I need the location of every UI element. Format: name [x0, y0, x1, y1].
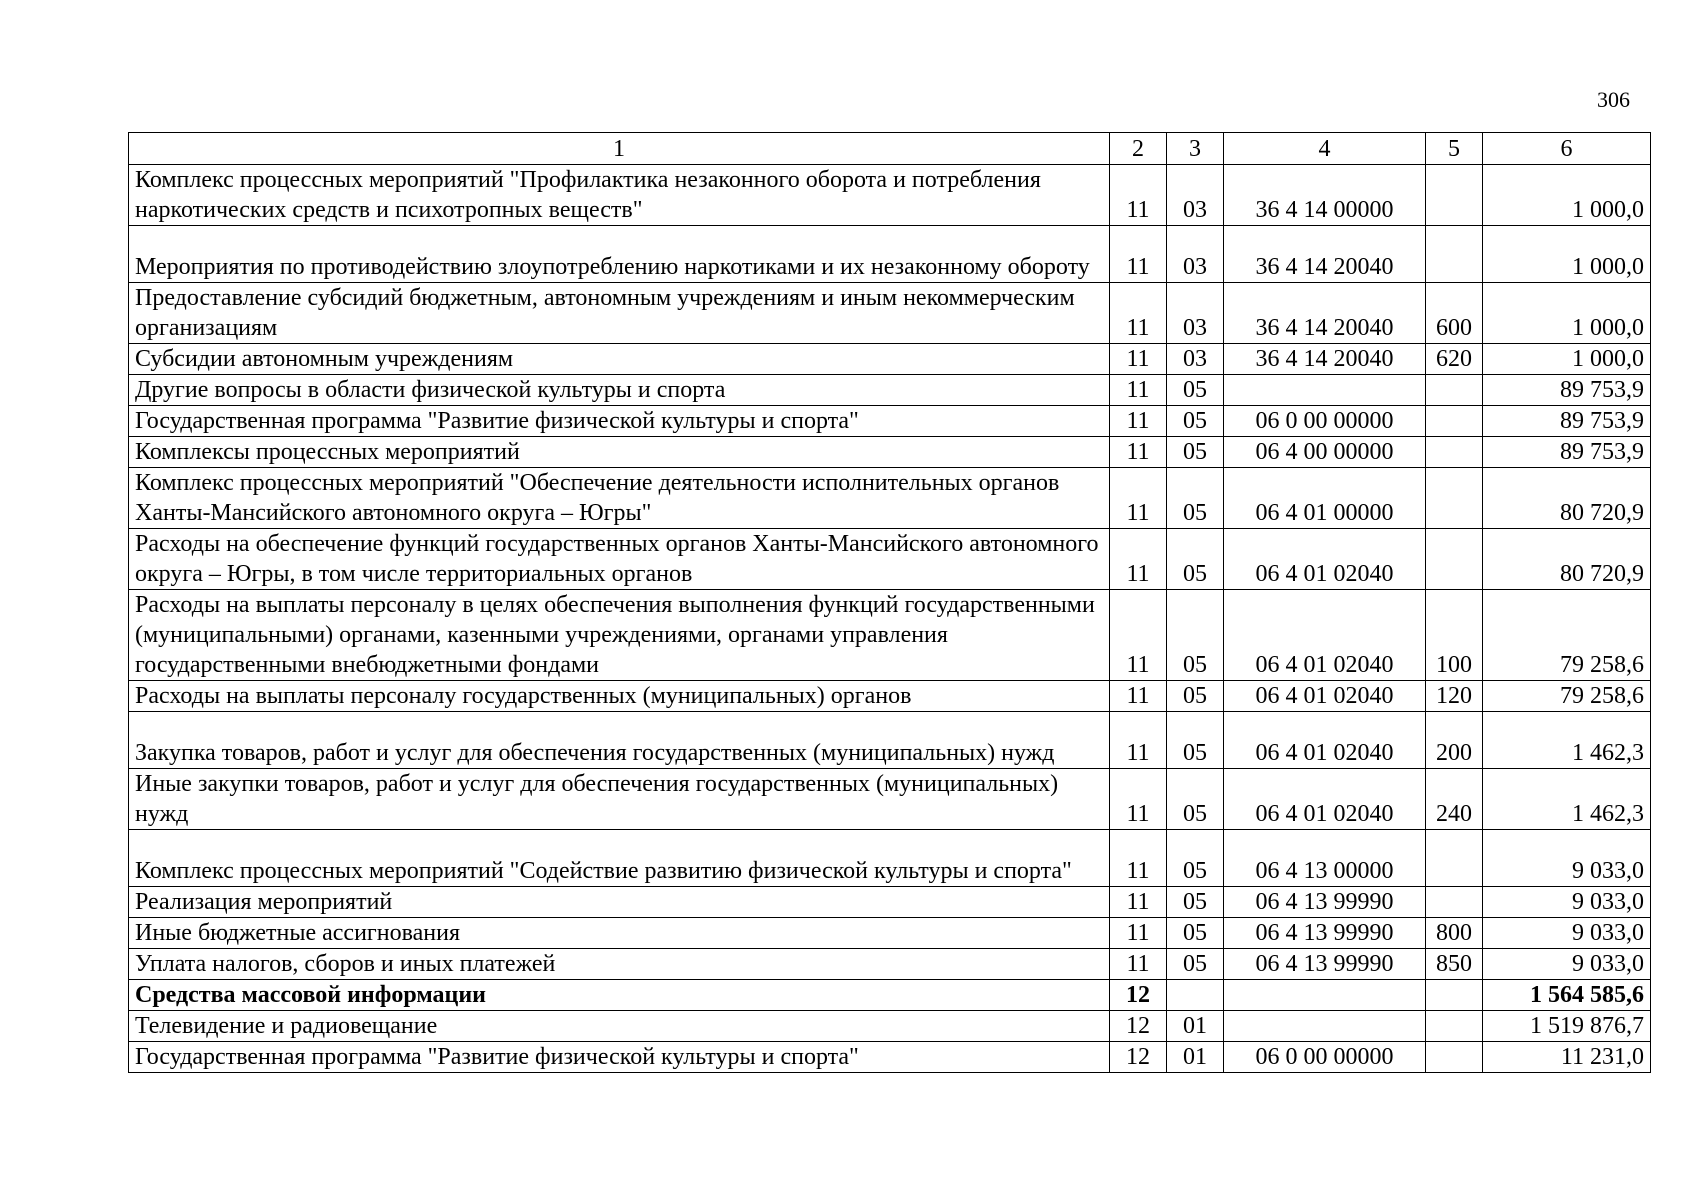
table-row [129, 283, 1651, 344]
row-subsection-cell: 05 [1167, 590, 1224, 681]
row-name-cell: Субсидии автономным учреждениям [129, 344, 1110, 375]
row-name-cell: Государственная программа "Развитие физической культуры и спорта" [129, 1042, 1110, 1073]
table-row [129, 1011, 1651, 1042]
row-expense-type-cell: 800 [1426, 918, 1483, 949]
row-expense-type-cell [1426, 375, 1483, 406]
row-name-cell: Расходы на выплаты персоналу в целях обеспечения выполнения функций государственными (муниципальными) органами, казенными учреждениями, органами управления государственными внебюджетными фондами [129, 590, 1110, 681]
row-name-cell: Телевидение и радиовещание [129, 1011, 1110, 1042]
header-col-4: 4 [1224, 133, 1426, 165]
row-target-article-cell: 06 4 01 00000 [1224, 468, 1426, 529]
row-amount-cell: 11 231,0 [1483, 1042, 1651, 1073]
row-subsection-cell: 03 [1167, 344, 1224, 375]
row-section-cell: 11 [1110, 712, 1167, 769]
row-subsection-cell: 03 [1167, 165, 1224, 226]
row-section-cell: 11 [1110, 406, 1167, 437]
row-subsection-cell: 05 [1167, 949, 1224, 980]
row-subsection-cell: 05 [1167, 887, 1224, 918]
row-expense-type-cell: 600 [1426, 283, 1483, 344]
row-subsection-cell: 05 [1167, 437, 1224, 468]
row-expense-type-cell [1426, 529, 1483, 590]
table-row [129, 590, 1651, 681]
row-name-cell: Иные бюджетные ассигнования [129, 918, 1110, 949]
row-section-cell: 11 [1110, 283, 1167, 344]
table-row [129, 712, 1651, 769]
row-subsection-cell: 05 [1167, 830, 1224, 887]
row-expense-type-cell [1426, 1042, 1483, 1073]
table-body [129, 165, 1651, 1073]
row-target-article-cell [1224, 1011, 1426, 1042]
row-section-cell: 11 [1110, 769, 1167, 830]
row-name-cell: Другие вопросы в области физической культуры и спорта [129, 375, 1110, 406]
header-col-5: 5 [1426, 133, 1483, 165]
table-row [129, 769, 1651, 830]
row-subsection-cell: 01 [1167, 1042, 1224, 1073]
table-row [129, 830, 1651, 887]
row-target-article-cell: 06 4 01 02040 [1224, 529, 1426, 590]
row-target-article-cell: 36 4 14 20040 [1224, 226, 1426, 283]
row-target-article-cell: 06 4 00 00000 [1224, 437, 1426, 468]
row-amount-cell: 80 720,9 [1483, 468, 1651, 529]
row-section-cell: 11 [1110, 918, 1167, 949]
table-row [129, 344, 1651, 375]
row-subsection-cell: 05 [1167, 918, 1224, 949]
row-name-cell: Комплекс процессных мероприятий "Содействие развитию физической культуры и спорта" [129, 830, 1110, 887]
table-row [129, 375, 1651, 406]
header-col-1: 1 [129, 133, 1110, 165]
row-expense-type-cell [1426, 468, 1483, 529]
table-row [129, 980, 1651, 1011]
row-amount-cell: 1 462,3 [1483, 769, 1651, 830]
row-section-cell: 11 [1110, 949, 1167, 980]
row-subsection-cell: 01 [1167, 1011, 1224, 1042]
row-name-cell: Комплексы процессных мероприятий [129, 437, 1110, 468]
row-section-cell: 11 [1110, 437, 1167, 468]
row-subsection-cell [1167, 980, 1224, 1011]
row-amount-cell: 1 000,0 [1483, 283, 1651, 344]
row-section-cell: 11 [1110, 226, 1167, 283]
table-row [129, 887, 1651, 918]
row-section-cell: 11 [1110, 529, 1167, 590]
row-amount-cell: 1 564 585,6 [1483, 980, 1651, 1011]
row-amount-cell: 9 033,0 [1483, 949, 1651, 980]
row-amount-cell: 80 720,9 [1483, 529, 1651, 590]
header-col-6: 6 [1483, 133, 1651, 165]
row-subsection-cell: 05 [1167, 468, 1224, 529]
row-subsection-cell: 03 [1167, 283, 1224, 344]
row-target-article-cell: 06 4 13 00000 [1224, 830, 1426, 887]
row-target-article-cell: 06 4 01 02040 [1224, 590, 1426, 681]
row-section-cell: 12 [1110, 1011, 1167, 1042]
row-expense-type-cell: 200 [1426, 712, 1483, 769]
row-section-cell: 11 [1110, 681, 1167, 712]
row-amount-cell: 9 033,0 [1483, 887, 1651, 918]
row-section-cell: 12 [1110, 980, 1167, 1011]
row-target-article-cell [1224, 375, 1426, 406]
row-target-article-cell: 06 4 13 99990 [1224, 887, 1426, 918]
header-col-2: 2 [1110, 133, 1167, 165]
row-section-cell: 11 [1110, 830, 1167, 887]
row-name-cell: Реализация мероприятий [129, 887, 1110, 918]
row-expense-type-cell [1426, 980, 1483, 1011]
row-subsection-cell: 05 [1167, 406, 1224, 437]
row-amount-cell: 1 000,0 [1483, 165, 1651, 226]
row-expense-type-cell [1426, 887, 1483, 918]
row-target-article-cell: 06 4 01 02040 [1224, 769, 1426, 830]
row-target-article-cell: 06 4 13 99990 [1224, 918, 1426, 949]
row-target-article-cell: 06 0 00 00000 [1224, 1042, 1426, 1073]
row-target-article-cell [1224, 980, 1426, 1011]
row-name-cell: Уплата налогов, сборов и иных платежей [129, 949, 1110, 980]
page-number: 306 [1597, 87, 1630, 112]
row-section-cell: 11 [1110, 375, 1167, 406]
table-row [129, 681, 1651, 712]
row-name-cell: Комплекс процессных мероприятий "Обеспечение деятельности исполнительных органов Ханты-Мансийского автономного округа – Югры" [129, 468, 1110, 529]
row-name-cell: Иные закупки товаров, работ и услуг для обеспечения государственных (муниципальных) нужд [129, 769, 1110, 830]
table-row [129, 437, 1651, 468]
row-section-cell: 11 [1110, 590, 1167, 681]
header-col-3: 3 [1167, 133, 1224, 165]
row-expense-type-cell: 850 [1426, 949, 1483, 980]
row-expense-type-cell: 120 [1426, 681, 1483, 712]
row-section-cell: 11 [1110, 468, 1167, 529]
row-subsection-cell: 05 [1167, 375, 1224, 406]
table-row [129, 165, 1651, 226]
row-subsection-cell: 05 [1167, 681, 1224, 712]
row-amount-cell: 79 258,6 [1483, 590, 1651, 681]
row-expense-type-cell [1426, 406, 1483, 437]
budget-table [128, 132, 1651, 1073]
table-row [129, 918, 1651, 949]
row-subsection-cell: 05 [1167, 712, 1224, 769]
row-amount-cell: 89 753,9 [1483, 437, 1651, 468]
row-name-cell: Государственная программа "Развитие физической культуры и спорта" [129, 406, 1110, 437]
row-expense-type-cell [1426, 226, 1483, 283]
row-section-cell: 11 [1110, 344, 1167, 375]
row-amount-cell: 89 753,9 [1483, 406, 1651, 437]
row-name-cell: Предоставление субсидий бюджетным, автономным учреждениям и иным некоммерческим организациям [129, 283, 1110, 344]
row-section-cell: 11 [1110, 887, 1167, 918]
table-row [129, 1042, 1651, 1073]
row-subsection-cell: 05 [1167, 769, 1224, 830]
row-subsection-cell: 05 [1167, 529, 1224, 590]
row-section-cell: 12 [1110, 1042, 1167, 1073]
row-expense-type-cell [1426, 830, 1483, 887]
row-target-article-cell: 36 4 14 20040 [1224, 344, 1426, 375]
table-header-row [129, 133, 1651, 165]
row-amount-cell: 79 258,6 [1483, 681, 1651, 712]
row-section-cell: 11 [1110, 165, 1167, 226]
row-name-cell: Мероприятия по противодействию злоупотреблению наркотиками и их незаконному обороту [129, 226, 1110, 283]
row-subsection-cell: 03 [1167, 226, 1224, 283]
row-amount-cell: 89 753,9 [1483, 375, 1651, 406]
row-target-article-cell: 06 4 01 02040 [1224, 712, 1426, 769]
row-name-cell: Расходы на выплаты персоналу государственных (муниципальных) органов [129, 681, 1110, 712]
row-amount-cell: 1 000,0 [1483, 344, 1651, 375]
row-target-article-cell: 36 4 14 00000 [1224, 165, 1426, 226]
table-row [129, 529, 1651, 590]
table-row [129, 226, 1651, 283]
table-row [129, 406, 1651, 437]
row-target-article-cell: 06 4 01 02040 [1224, 681, 1426, 712]
row-amount-cell: 9 033,0 [1483, 830, 1651, 887]
row-name-cell: Закупка товаров, работ и услуг для обеспечения государственных (муниципальных) нужд [129, 712, 1110, 769]
row-expense-type-cell: 240 [1426, 769, 1483, 830]
table-row [129, 949, 1651, 980]
row-target-article-cell: 06 0 00 00000 [1224, 406, 1426, 437]
row-amount-cell: 1 519 876,7 [1483, 1011, 1651, 1042]
row-target-article-cell: 06 4 13 99990 [1224, 949, 1426, 980]
row-expense-type-cell: 100 [1426, 590, 1483, 681]
row-name-cell: Расходы на обеспечение функций государственных органов Ханты-Мансийского автономного округа – Югры, в том числе территориальных органов [129, 529, 1110, 590]
row-amount-cell: 1 000,0 [1483, 226, 1651, 283]
row-amount-cell: 9 033,0 [1483, 918, 1651, 949]
row-expense-type-cell [1426, 1011, 1483, 1042]
table-row [129, 468, 1651, 529]
row-target-article-cell: 36 4 14 20040 [1224, 283, 1426, 344]
row-expense-type-cell [1426, 437, 1483, 468]
row-name-cell: Средства массовой информации [129, 980, 1110, 1011]
row-expense-type-cell [1426, 165, 1483, 226]
row-amount-cell: 1 462,3 [1483, 712, 1651, 769]
row-name-cell: Комплекс процессных мероприятий "Профилактика незаконного оборота и потребления наркотических средств и психотропных веществ" [129, 165, 1110, 226]
row-expense-type-cell: 620 [1426, 344, 1483, 375]
